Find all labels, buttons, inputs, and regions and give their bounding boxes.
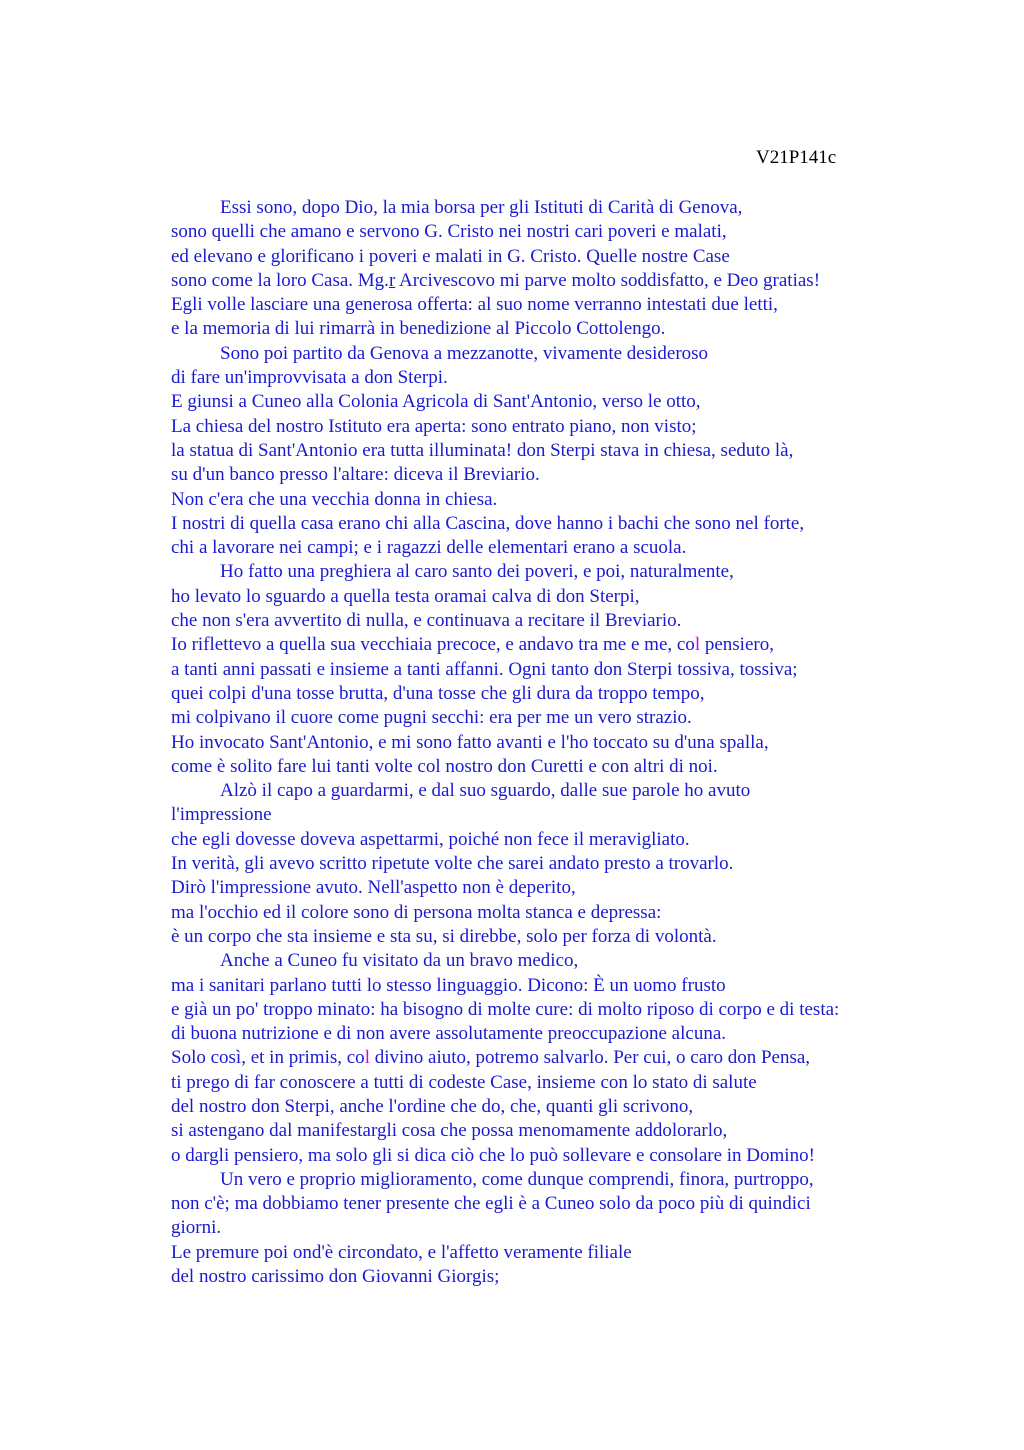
page-reference: V21P141c <box>756 147 837 168</box>
text-line: ho levato lo sguardo a quella testa oramai calva di don Sterpi, <box>171 585 640 607</box>
text-line: che non s'era avvertito di nulla, e continuava a recitare il Breviario. <box>171 610 682 632</box>
text-line: o dargli pensiero, ma solo gli si dica ciò che lo può sollevare e consolare in Domino! <box>171 1144 815 1166</box>
text-segment: Io riflettevo a quella sua vecchiaia precoce, e andavo tra me e me, co <box>171 634 695 656</box>
text-line: ma i sanitari parlano tutti lo stesso linguaggio. Dicono: È un uomo frusto <box>171 974 726 996</box>
text-line: chi a lavorare nei campi; e i ragazzi delle elementari erano a scuola. <box>171 537 687 559</box>
text-line: non c'è; ma dobbiamo tener presente che egli è a Cuneo solo da poco più di quindici <box>171 1193 811 1215</box>
text-line: che egli dovesse doveva aspettarmi, poiché non fece il meravigliato. <box>171 828 690 850</box>
text-line: ma l'occhio ed il colore sono di persona molta stanca e depressa: <box>171 901 662 923</box>
text-line <box>171 269 911 293</box>
highlighted-letter: l <box>364 1047 370 1069</box>
text-line: è un corpo che sta insieme e sta su, si direbbe, solo per forza di volontà. <box>171 925 717 947</box>
highlighted-letter: l <box>694 634 701 656</box>
text-line: e già un po' troppo minato: ha bisogno di molte cure: di molto riposo di corpo e di testa: <box>171 998 840 1020</box>
text-line: quei colpi d'una tosse brutta, d'una tosse che gli dura da troppo tempo, <box>171 682 705 704</box>
text-line: del nostro don Sterpi, anche l'ordine che do, che, quanti gli scrivono, <box>171 1095 694 1117</box>
text-segment: Arcivescovo mi parve molto soddisfatto, e Deo gratias! <box>395 269 821 291</box>
text-line: Essi sono, dopo Dio, la mia borsa per gli Istituti di Carità di Genova, <box>220 197 743 218</box>
text-segment: pensiero, <box>700 634 774 656</box>
text-line: e la memoria di lui rimarrà in benedizione al Piccolo Cottolengo. <box>171 318 666 340</box>
text-line: Un vero e proprio miglioramento, come dunque comprendi, finora, purtroppo, <box>220 1168 814 1190</box>
text-segment: divino aiuto, potremo salvarlo. Per cui, o caro don Pensa, <box>369 1047 811 1069</box>
text-line: su d'un banco presso l'altare: diceva il Breviario. <box>171 464 540 486</box>
text-line: Alzò il capo a guardarmi, e dal suo sguardo, dalle sue parole ho avuto <box>220 780 751 802</box>
text-line: si astengano dal manifestargli cosa che possa menomamente addolorarlo, <box>171 1120 728 1142</box>
text-line: Sono poi partito da Genova a mezzanotte, vivamente desideroso <box>220 342 709 364</box>
text-line <box>171 1046 911 1070</box>
text-line: di buona nutrizione e di non avere assolutamente preoccupazione alcuna. <box>171 1023 726 1045</box>
letter-body <box>171 196 911 1289</box>
text-line: la statua di Sant'Antonio era tutta illuminata! don Sterpi stava in chiesa, seduto là, <box>171 439 794 461</box>
text-segment: sono come la loro Casa. Mg. <box>171 269 389 291</box>
text-line: Egli volle lasciare una generosa offerta: al suo nome verranno intestati due letti, <box>171 294 778 316</box>
text-line: di fare un'improvvisata a don Sterpi. <box>171 367 448 389</box>
text-segment: Solo così, et in primis, co <box>171 1047 365 1069</box>
text-line: ti prego di far conoscere a tutti di codeste Case, insieme con lo stato di salute <box>171 1071 757 1093</box>
text-line: sono quelli che amano e servono G. Cristo nei nostri cari poveri e malati, <box>171 221 727 243</box>
text-line: del nostro carissimo don Giovanni Giorgis; <box>171 1266 500 1288</box>
text-line: ed elevano e glorificano i poveri e malati in G. Cristo. Quelle nostre Case <box>171 245 730 267</box>
text-line: mi colpivano il cuore come pugni secchi: era per me un vero strazio. <box>171 707 692 729</box>
text-line: E giunsi a Cuneo alla Colonia Agricola di Sant'Antonio, verso le otto, <box>171 391 701 413</box>
text-line: In verità, gli avevo scritto ripetute volte che sarei andato presto a trovarlo. <box>171 853 734 875</box>
text-line: come è solito fare lui tanti volte col nostro don Curetti e con altri di noi. <box>171 755 718 777</box>
text-line: Anche a Cuneo fu visitato da un bravo medico, <box>220 950 579 972</box>
text-line <box>171 633 911 657</box>
text-line: a tanti anni passati e insieme a tanti affanni. Ogni tanto don Sterpi tossiva, tossiva; <box>171 658 798 680</box>
underlined-letter: r <box>388 269 396 291</box>
text-line: l'impressione <box>171 804 272 826</box>
text-line: I nostri di quella casa erano chi alla Cascina, dove hanno i bachi che sono nel forte, <box>171 512 805 534</box>
text-line: La chiesa del nostro Istituto era aperta: sono entrato piano, non visto; <box>171 415 697 437</box>
text-line: giorni. <box>171 1217 222 1239</box>
text-line: Non c'era che una vecchia donna in chiesa. <box>171 488 498 510</box>
text-line: Ho invocato Sant'Antonio, e mi sono fatto avanti e l'ho toccato su d'una spalla, <box>171 731 769 753</box>
text-line: Le premure poi ond'è circondato, e l'affetto veramente filiale <box>171 1241 632 1263</box>
text-line: Ho fatto una preghiera al caro santo dei poveri, e poi, naturalmente, <box>220 561 734 583</box>
text-line: Dirò l'impressione avuto. Nell'aspetto non è deperito, <box>171 877 576 899</box>
